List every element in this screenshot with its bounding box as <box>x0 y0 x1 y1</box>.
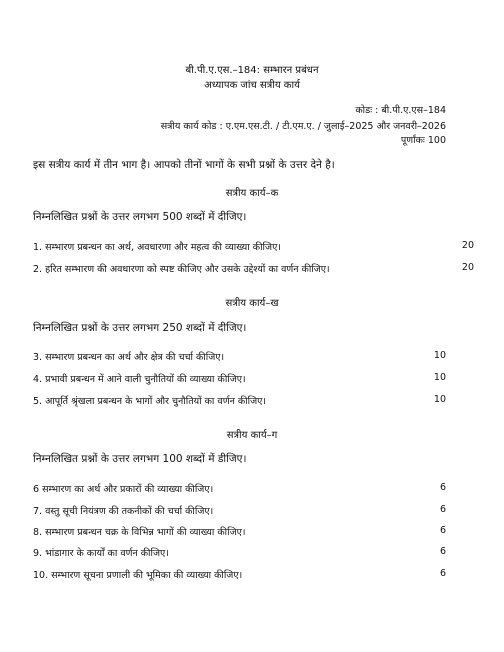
question-2: 2. हरित सम्भारण की अवधारणा को स्पष्ट कीजिए और उसके उद्देश्यों का वर्णन कीजिए। <box>33 264 330 275</box>
marks-8: 6 <box>439 525 446 536</box>
marks-10: 6 <box>439 568 446 579</box>
question-7: 7. वस्तु सूची नियंत्रण की तकनीकों की चर्चा कीजिए। <box>33 506 214 517</box>
marks-5: 10 <box>433 394 446 405</box>
question-9: 9. भांडागार के कार्यों का वर्णन कीजिए। <box>33 548 169 559</box>
section-heading-b: सत्रीय कार्य–ख <box>225 298 279 309</box>
question-5: 5. आपूर्ति श्रृंखला प्रबन्धन के भागों और चुनौतियों का वर्णन कीजिए। <box>33 396 266 407</box>
section-heading-a: सत्रीय कार्य–क <box>225 188 279 199</box>
assignment-code: सत्रीय कार्य कोड : ए.एम.एस.टी. / टी.एम.ए. / जुलाई–2025 और जनवरी–2026 <box>160 121 446 132</box>
marks-4: 10 <box>433 372 446 383</box>
question-1: 1. सम्भारण प्रबन्धन का अर्थ, अवधारणा और महत्व की व्याख्या कीजिए। <box>33 242 281 253</box>
course-title: बी.पी.ए.एस.–184: सम्भारन प्रबंधन <box>185 65 319 76</box>
question-6: 6 सम्भारण का अर्थ और प्रकारों की व्याख्या कीजिए। <box>33 484 214 495</box>
section-instruction-b: निम्नलिखित प्रश्नों के उत्तर लगभग 250 शब्दों में दीजिए। <box>33 322 247 334</box>
section-heading-c: सत्रीय कार्य–ग <box>226 430 278 441</box>
section-instruction-c: निम्नलिखित प्रश्नों के उत्तर लगभग 100 शब्दों में डीजिए। <box>33 453 247 465</box>
section-instruction-a: निम्नलिखित प्रश्नों के उत्तर लगभग 500 शब्दों में दीजिए। <box>33 211 247 223</box>
marks-3: 10 <box>433 350 446 361</box>
intro-text: इस सत्रीय कार्य में तीन भाग है। आपको तीनों भागों के सभी प्रश्नों के उत्तर देने है। <box>33 159 335 171</box>
question-8: 8. सम्भारण प्रबन्धन चक्र के विभिन्न भागों की व्याख्या कीजिए। <box>33 527 246 538</box>
question-4: 4. प्रभावी प्रबन्धन में आने वाली चुनौतियों की व्याख्या कीजिए। <box>33 374 246 385</box>
course-subtitle: अध्यापक जांच सत्रीय कार्य <box>204 80 300 91</box>
course-code: कोडः : बी.पी.ए.एस–184 <box>355 105 446 116</box>
question-10: 10. सम्भारण सूचना प्रणाली की भूमिका की व्याख्या कीजिए। <box>33 570 243 581</box>
marks-1: 20 <box>461 240 474 251</box>
marks-2: 20 <box>461 262 474 273</box>
marks-7: 6 <box>439 504 446 515</box>
max-marks: पूर्णांकः 100 <box>400 135 446 146</box>
marks-6: 6 <box>439 482 446 493</box>
marks-9: 6 <box>439 546 446 557</box>
question-3: 3. सम्भारण प्रबन्धन का अर्थ और क्षेत्र की चर्चा कीजिए। <box>33 352 225 363</box>
